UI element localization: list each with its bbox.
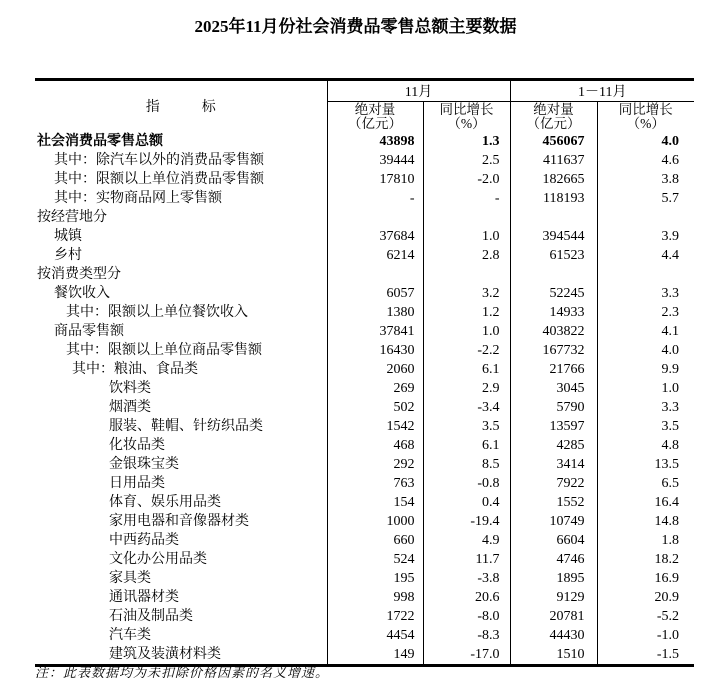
value-cell: 0.4: [423, 493, 510, 512]
value-cell: 1722: [327, 607, 423, 626]
value-cell: -19.4: [423, 512, 510, 531]
table-row: [35, 246, 694, 265]
indicator-cell: 按经营地分: [35, 208, 327, 227]
value-cell: 44430: [510, 626, 597, 645]
table-row: [35, 341, 694, 360]
table-row: [35, 170, 694, 189]
value-cell: 660: [327, 531, 423, 550]
value-cell: [327, 208, 423, 227]
value-cell: 1.8: [661, 532, 680, 548]
value-cell: 6057: [327, 284, 423, 303]
header-group-november: 11月: [327, 80, 510, 102]
value-cell: 763: [327, 474, 423, 493]
value-cell: 18.2: [654, 551, 680, 567]
value-cell: 14933: [510, 303, 597, 322]
value-cell: -17.0: [423, 645, 510, 666]
value-cell: 403822: [510, 322, 597, 341]
table-row: [35, 493, 694, 512]
value-cell: 1.0: [661, 380, 680, 396]
table-row: [35, 474, 694, 493]
value-cell: 39444: [327, 151, 423, 170]
value-cell: 154: [327, 493, 423, 512]
value-cell: 4.4: [661, 247, 680, 263]
value-cell: 2.3: [661, 304, 680, 320]
value-cell: 1.0: [423, 227, 510, 246]
value-cell: 1.2: [423, 303, 510, 322]
indicator-cell: 其中：限额以上单位消费品零售额: [35, 170, 327, 189]
value-cell: [327, 265, 423, 284]
value-cell: 4.8: [661, 437, 680, 453]
indicator-cell: 其中：限额以上单位商品零售额: [35, 341, 327, 360]
value-cell: [510, 265, 597, 284]
value-cell: -1.0: [656, 627, 680, 643]
value-cell: 6214: [327, 246, 423, 265]
value-cell: 4.0: [661, 133, 680, 149]
value-cell: -3.4: [423, 398, 510, 417]
value-cell: 3.2: [423, 284, 510, 303]
table-row: [35, 132, 694, 151]
value-cell: 3.5: [423, 417, 510, 436]
value-cell: -8.3: [423, 626, 510, 645]
header-absolute-nov: [327, 102, 423, 132]
header-indicator-label: 指 标: [145, 100, 230, 116]
value-cell: 456067: [510, 132, 597, 151]
value-cell: 1895: [510, 569, 597, 588]
table-row: [35, 417, 694, 436]
value-cell: 411637: [510, 151, 597, 170]
value-cell: 5790: [510, 398, 597, 417]
value-cell: 20.6: [423, 588, 510, 607]
header-yoy-nov-line1: 同比增长: [439, 101, 494, 117]
header-group-jan-nov: 1－11月: [510, 80, 694, 102]
value-cell: 1.0: [423, 322, 510, 341]
value-cell: 20.9: [654, 589, 680, 605]
table-row: [35, 569, 694, 588]
value-cell: [597, 208, 694, 227]
value-cell: 4.0: [661, 342, 680, 358]
table-row: [35, 265, 694, 284]
value-cell: 2.8: [423, 246, 510, 265]
header-yoy-cum-line2: （%）: [626, 115, 665, 131]
table-row: [35, 531, 694, 550]
value-cell: 468: [327, 436, 423, 455]
indicator-cell: 其中：除汽车以外的消费品零售额: [35, 151, 327, 170]
value-cell: [423, 208, 510, 227]
value-cell: 9129: [510, 588, 597, 607]
value-cell: 3.9: [661, 228, 680, 244]
value-cell: 149: [327, 645, 423, 666]
header-absolute-cum-line2: （亿元）: [526, 115, 581, 131]
indicator-cell: 按消费类型分: [35, 265, 327, 284]
header-yoy-cum-line1: 同比增长: [618, 101, 673, 117]
value-cell: 6.5: [661, 475, 680, 491]
header-yoy-nov: [423, 102, 510, 132]
value-cell: 3045: [510, 379, 597, 398]
header-yoy-nov-line2: （%）: [447, 115, 486, 131]
header-yoy-cum: [597, 102, 694, 132]
value-cell: 292: [327, 455, 423, 474]
value-cell: [510, 208, 597, 227]
footnote: 注：此表数据均为未扣除价格因素的名义增速。: [35, 665, 330, 680]
indicator-cell: 饮料类: [35, 379, 327, 398]
table-body: [35, 132, 694, 666]
value-cell: 13.5: [654, 456, 680, 472]
indicator-cell: 其中：实物商品网上零售额: [35, 189, 327, 208]
indicator-cell: 城镇: [35, 227, 327, 246]
value-cell: 502: [327, 398, 423, 417]
value-cell: 2.5: [423, 151, 510, 170]
value-cell: 14.8: [654, 513, 680, 529]
value-cell: 16.9: [654, 570, 680, 586]
value-cell: 4454: [327, 626, 423, 645]
value-cell: 13597: [510, 417, 597, 436]
retail-sales-table: [35, 78, 694, 667]
table-header: [35, 80, 694, 132]
value-cell: [423, 265, 510, 284]
value-cell: 11.7: [423, 550, 510, 569]
table-row: [35, 189, 694, 208]
indicator-cell: 家用电器和音像器材类: [35, 512, 327, 531]
value-cell: 6604: [510, 531, 597, 550]
value-cell: 9.9: [661, 361, 680, 377]
header-absolute-cum-line1: 绝对量: [533, 101, 574, 117]
table-row: [35, 360, 694, 379]
header-indicator: [35, 80, 327, 132]
indicator-cell: 社会消费品零售总额: [35, 132, 327, 151]
indicator-cell: 烟酒类: [35, 398, 327, 417]
value-cell: -3.8: [423, 569, 510, 588]
value-cell: -: [327, 189, 423, 208]
value-cell: 5.7: [661, 190, 680, 206]
indicator-cell: 日用品类: [35, 474, 327, 493]
value-cell: 118193: [510, 189, 597, 208]
value-cell: -8.0: [423, 607, 510, 626]
value-cell: 1552: [510, 493, 597, 512]
table-row: [35, 436, 694, 455]
value-cell: 16.4: [654, 494, 680, 510]
value-cell: 2060: [327, 360, 423, 379]
value-cell: 2.9: [423, 379, 510, 398]
value-cell: 3.3: [661, 399, 680, 415]
header-absolute-nov-line2: （亿元）: [348, 115, 402, 131]
value-cell: 4.1: [661, 323, 680, 339]
indicator-cell: 商品零售额: [35, 322, 327, 341]
value-cell: 37684: [327, 227, 423, 246]
value-cell: 269: [327, 379, 423, 398]
indicator-cell: 乡村: [35, 246, 327, 265]
table-row: [35, 303, 694, 322]
value-cell: 4746: [510, 550, 597, 569]
table-row: [35, 227, 694, 246]
value-cell: 7922: [510, 474, 597, 493]
value-cell: 4.6: [661, 152, 680, 168]
value-cell: 998: [327, 588, 423, 607]
indicator-cell: 文化办公用品类: [35, 550, 327, 569]
indicator-cell: 家具类: [35, 569, 327, 588]
value-cell: 4.9: [423, 531, 510, 550]
value-cell: -1.5: [656, 646, 680, 662]
header-absolute-nov-line1: 绝对量: [354, 101, 396, 117]
value-cell: 4285: [510, 436, 597, 455]
table-row: [35, 379, 694, 398]
value-cell: 6.1: [423, 360, 510, 379]
value-cell: 524: [327, 550, 423, 569]
table-row: [35, 550, 694, 569]
indicator-cell: 化妆品类: [35, 436, 327, 455]
value-cell: -5.2: [656, 608, 680, 624]
value-cell: 6.1: [423, 436, 510, 455]
indicator-cell: 石油及制品类: [35, 607, 327, 626]
value-cell: 37841: [327, 322, 423, 341]
value-cell: 3.8: [661, 171, 680, 187]
indicator-cell: 体育、娱乐用品类: [35, 493, 327, 512]
value-cell: -2.0: [423, 170, 510, 189]
value-cell: 1380: [327, 303, 423, 322]
value-cell: 167732: [510, 341, 597, 360]
table-row: [35, 588, 694, 607]
value-cell: 3.5: [661, 418, 680, 434]
value-cell: 394544: [510, 227, 597, 246]
table-row: [35, 208, 694, 227]
table-row: [35, 151, 694, 170]
table-row: [35, 626, 694, 645]
value-cell: 52245: [510, 284, 597, 303]
indicator-cell: 金银珠宝类: [35, 455, 327, 474]
value-cell: 182665: [510, 170, 597, 189]
value-cell: [597, 265, 694, 284]
value-cell: -: [423, 189, 510, 208]
value-cell: 8.5: [423, 455, 510, 474]
value-cell: -0.8: [423, 474, 510, 493]
value-cell: 195: [327, 569, 423, 588]
value-cell: 1510: [510, 645, 597, 666]
value-cell: -2.2: [423, 341, 510, 360]
indicator-cell: 餐饮收入: [35, 284, 327, 303]
indicator-cell: 其中：限额以上单位餐饮收入: [35, 303, 327, 322]
table-row: [35, 322, 694, 341]
indicator-cell: 服装、鞋帽、针纺织品类: [35, 417, 327, 436]
indicator-cell: 汽车类: [35, 626, 327, 645]
table-row: [35, 607, 694, 626]
value-cell: 21766: [510, 360, 597, 379]
page-title: 2025年11月份社会消费品零售总额主要数据: [194, 17, 517, 36]
value-cell: 1000: [327, 512, 423, 531]
value-cell: 16430: [327, 341, 423, 360]
indicator-cell: 通讯器材类: [35, 588, 327, 607]
value-cell: 3414: [510, 455, 597, 474]
value-cell: 10749: [510, 512, 597, 531]
value-cell: 20781: [510, 607, 597, 626]
value-cell: 1542: [327, 417, 423, 436]
table-row: [35, 455, 694, 474]
header-row-groups: [35, 80, 694, 102]
table-row: [35, 284, 694, 303]
indicator-cell: 其中：粮油、食品类: [35, 360, 327, 379]
table-row: [35, 512, 694, 531]
indicator-cell: 中西药品类: [35, 531, 327, 550]
header-absolute-cum: [510, 102, 597, 132]
value-cell: 3.3: [661, 285, 680, 301]
table-row: [35, 398, 694, 417]
indicator-cell: 建筑及装潢材料类: [35, 645, 327, 666]
value-cell: 61523: [510, 246, 597, 265]
value-cell: 1.3: [423, 132, 510, 151]
value-cell: 17810: [327, 170, 423, 189]
value-cell: 43898: [327, 132, 423, 151]
